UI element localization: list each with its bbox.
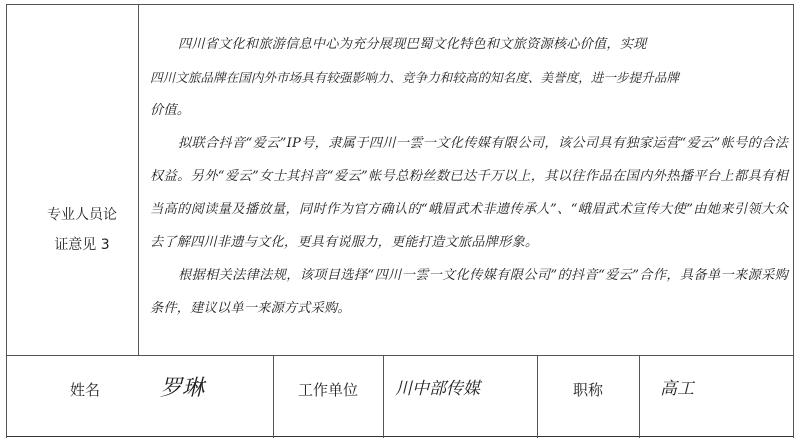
work-unit-value: 川中部传媒	[395, 379, 480, 399]
footer-divider-3	[537, 355, 538, 438]
section-label-line1: 专业人员论	[47, 207, 117, 223]
opinion-paragraph-3: 根据相关法律法规，该项目选择“四川一雲一文化传媒有限公司”的抖音“爱云”合作，具备单一来源采购条件，建议以单一来源方式采购。	[150, 268, 788, 316]
name-label: 姓名	[69, 381, 100, 399]
opinion-paragraph-1-line-2: 四川文旅品牌在国内外市场具有较强影响力、竞争力和较高的知名度、美誉度，进一步提升品牌	[150, 70, 679, 85]
job-title-label: 职称	[572, 381, 603, 399]
label-column-divider	[138, 5, 139, 355]
footer-divider-4	[639, 355, 640, 438]
name-signature: 罗琳	[160, 376, 205, 401]
section-label-line2: 证意见 3	[54, 237, 110, 253]
job-title-value: 高工	[660, 379, 694, 399]
left-border	[6, 5, 7, 438]
footer-divider-2	[383, 355, 384, 438]
opinion-paragraph-1-line-3: 价值。	[150, 103, 191, 118]
section-label	[22, 200, 142, 260]
handwritten-opinion	[150, 28, 788, 325]
work-unit-label: 工作单位	[297, 381, 358, 399]
opinion-paragraph-1-line-1: 四川省文化和旅游信息中心为充分展现巴蜀文化特色和文旅资源核心价值，实现	[178, 37, 647, 52]
opinion-paragraph-2: 拟联合抖音“爱云”IP号，隶属于四川一雲一文化传媒有限公司，该公司具有独家运营“爱云”帐号的合法权益。另外“爱云”女士其抖音“爱云”帐号总粉丝数已达千万以上，其以往作品在国内外热播平台上都具有相当高的阅读量及播放量，同时作为官方确认的“峨眉武术非遗传承人”、“峨眉武术宣传大使”由她来引领大众去了解四川非遗与文化，更具有说服力，更能打造文旅品牌形象。	[150, 136, 788, 250]
right-border	[793, 5, 794, 438]
footer-divider-1	[273, 355, 274, 438]
footer-row-divider	[6, 355, 794, 356]
